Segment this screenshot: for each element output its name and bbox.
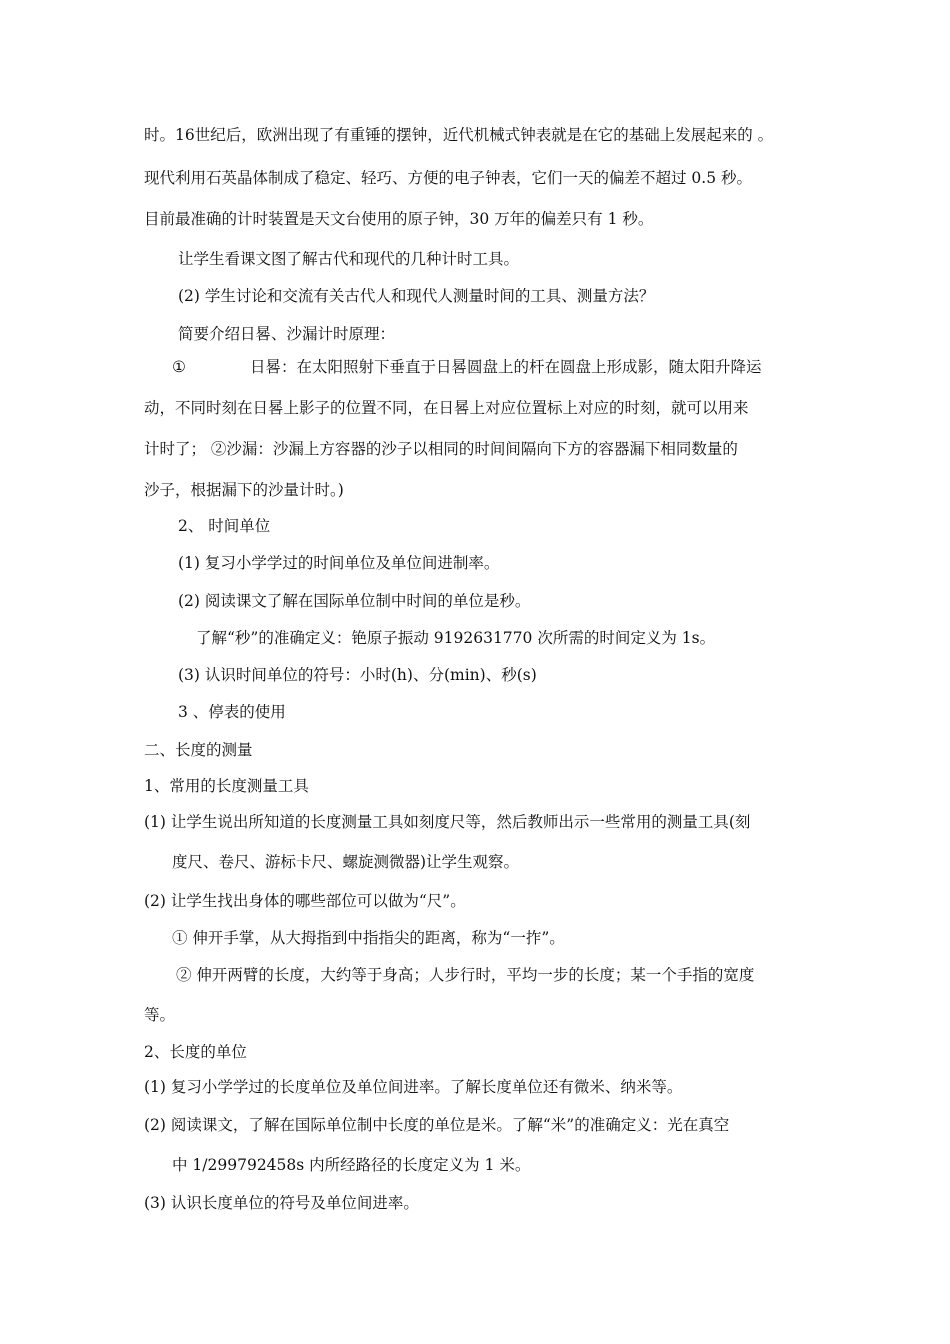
section-heading-length: 二、长度的测量 xyxy=(144,741,253,759)
section-heading-stopwatch: 3 、停表的使用 xyxy=(178,703,286,721)
text-line-21: (2) 让学生找出身体的哪些部位可以做为“尺”。 xyxy=(144,892,466,910)
text-line-27: (2) 阅读课文，了解在国际单位制中长度的单位是米。了解“米”的准确定义：光在真空 xyxy=(144,1116,730,1134)
text-line-26: (1) 复习小学学过的长度单位及单位间进率。了解长度单位还有微米、纳米等。 xyxy=(144,1078,683,1096)
text-line-10: 沙子，根据漏下的沙量计时。) xyxy=(144,481,344,499)
text-line-3: 目前最准确的计时装置是天文台使用的原子钟，30 万年的偏差只有 1 秒。 xyxy=(144,210,654,228)
text-line-5: (2) 学生讨论和交流有关古代人和现代人测量时间的工具、测量方法？ xyxy=(178,287,655,305)
text-line-4: 让学生看课文图了解古代和现代的几种计时工具。 xyxy=(178,250,520,268)
text-line-22: ① 伸开手掌，从大拇指到中指指尖的距离，称为“一拃”。 xyxy=(172,929,565,947)
text-line-23: ② 伸开两臂的长度，大约等于身高；人步行时，平均一步的长度；某一个手指的宽度 xyxy=(176,966,755,984)
circled-number-1: ① xyxy=(172,358,186,376)
text-line-1: 时。16世纪后，欧洲出现了有重锤的摆钟，近代机械式钟表就是在它的基础上发展起来的 。 xyxy=(144,126,774,144)
text-line-2: 现代利用石英晶体制成了稳定、轻巧、方便的电子钟表，它们一天的偏差不超过 0.5 秒。 xyxy=(144,169,753,187)
text-line-12: (1) 复习小学学过的时间单位及单位间进制率。 xyxy=(178,554,500,572)
section-heading-time-unit: 2、 时间单位 xyxy=(178,517,271,535)
text-line-6: 简要介绍日晷、沙漏计时原理： xyxy=(178,325,396,343)
text-line-28: 中 1/299792458s 内所经路径的长度定义为 1 米。 xyxy=(172,1156,531,1174)
text-line-9: 计时了； ②沙漏：沙漏上方容器的沙子以相同的时间间隔向下方的容器漏下相同数量的 xyxy=(144,440,738,458)
section-heading-length-unit: 2、长度的单位 xyxy=(144,1043,247,1061)
text-line-7: 日晷：在太阳照射下垂直于日晷圆盘上的杆在圆盘上形成影，随太阳升降运 xyxy=(250,358,762,376)
text-line-20: 度尺、卷尺、游标卡尺、螺旋测微器)让学生观察。 xyxy=(172,853,520,871)
section-heading-length-tools: 1、常用的长度测量工具 xyxy=(144,777,309,795)
text-line-14: 了解“秒”的准确定义：铯原子振动 9192631770 次所需的时间定义为 1s。 xyxy=(196,629,716,647)
text-line-24: 等。 xyxy=(144,1006,176,1024)
text-line-19: (1) 让学生说出所知道的长度测量工具如刻度尺等，然后教师出示一些常用的测量工具(刻 xyxy=(144,813,751,831)
text-line-29: (3) 认识长度单位的符号及单位间进率。 xyxy=(144,1194,419,1212)
text-line-8: 动，不同时刻在日晷上影子的位置不同，在日晷上对应位置标上对应的时刻，就可以用来 xyxy=(144,399,749,417)
text-line-13: (2) 阅读课文了解在国际单位制中时间的单位是秒。 xyxy=(178,592,531,610)
text-line-15: (3) 认识时间单位的符号：小时(h)、分(min)、秒(s) xyxy=(178,666,537,684)
